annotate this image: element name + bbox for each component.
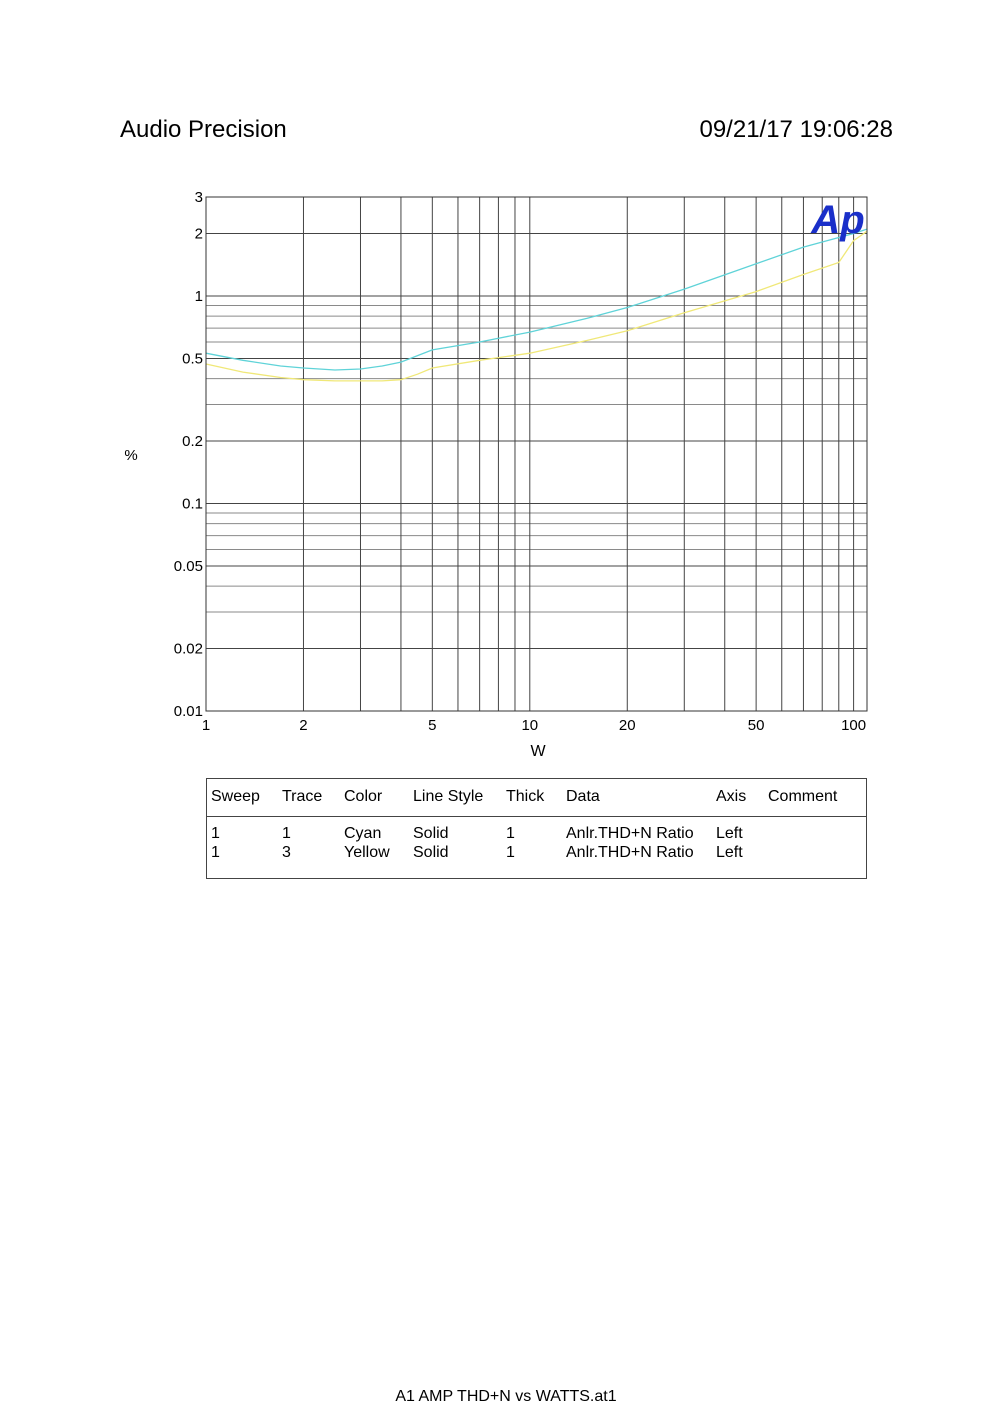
- legend-cell-color: Yellow: [344, 844, 390, 861]
- x-axis-label: W: [530, 743, 546, 760]
- legend-cell-line-style: Solid: [413, 825, 449, 842]
- legend-header-data: Data: [566, 788, 600, 805]
- legend-cell-sweep: 1: [211, 844, 220, 861]
- trace-legend-table: [206, 778, 867, 879]
- header-timestamp: 09/21/17 19:06:28: [699, 116, 893, 143]
- y-tick-label: 0.01: [173, 703, 203, 720]
- legend-cell-thick: 1: [506, 844, 515, 861]
- x-tick-label: 20: [618, 717, 636, 734]
- x-tick-label: 1: [201, 717, 211, 734]
- legend-header-sweep: Sweep: [211, 788, 260, 805]
- x-tick-label: 5: [428, 717, 437, 734]
- y-tick-label: 2: [194, 225, 203, 243]
- y-tick-label: 3: [194, 189, 203, 206]
- legend-header-axis: Axis: [716, 788, 747, 805]
- y-tick-label: 0.1: [182, 495, 203, 513]
- legend-cell-axis: Left: [716, 844, 743, 861]
- y-tick-label: 0.2: [182, 433, 203, 451]
- y-tick-label: 0.02: [173, 640, 203, 658]
- x-tick-label: 2: [299, 717, 308, 734]
- legend-cell-line-style: Solid: [413, 844, 449, 861]
- plot-frame: [206, 197, 867, 711]
- y-tick-label: 1: [194, 288, 203, 306]
- legend-header-divider: [207, 816, 866, 817]
- x-tick-label: 10: [521, 717, 539, 734]
- legend-header-thick: Thick: [506, 788, 545, 805]
- y-axis-label: %: [124, 447, 138, 464]
- legend-header-comment: Comment: [768, 788, 838, 805]
- footer-filename: A1 AMP THD+N vs WATTS.at1: [395, 1388, 617, 1405]
- legend-cell-data: Anlr.THD+N Ratio: [566, 825, 694, 842]
- series-line-1: [206, 229, 867, 370]
- legend-header-trace: Trace: [282, 788, 323, 805]
- x-tick-labels: [202, 717, 866, 734]
- legend-header-line-style: Line Style: [413, 788, 484, 805]
- legend-cell-sweep: 1: [211, 825, 220, 842]
- major-grid: [206, 197, 867, 711]
- legend-cell-trace: 1: [282, 825, 291, 842]
- legend-header-color: Color: [344, 788, 383, 805]
- legend-cell-color: Cyan: [344, 825, 382, 842]
- header-title: Audio Precision: [120, 116, 287, 143]
- legend-cell-data: Anlr.THD+N Ratio: [566, 844, 694, 861]
- x-tick-label: 100: [841, 717, 867, 734]
- y-tick-label: 0.05: [173, 557, 203, 575]
- legend-cell-axis: Left: [716, 825, 743, 842]
- legend-cell-trace: 3: [282, 844, 291, 861]
- ap-logo: Ap: [811, 198, 865, 242]
- y-tick-labels: [174, 189, 203, 720]
- x-tick-label: 50: [747, 717, 765, 734]
- y-tick-label: 0.5: [182, 350, 203, 368]
- legend-cell-thick: 1: [506, 825, 515, 842]
